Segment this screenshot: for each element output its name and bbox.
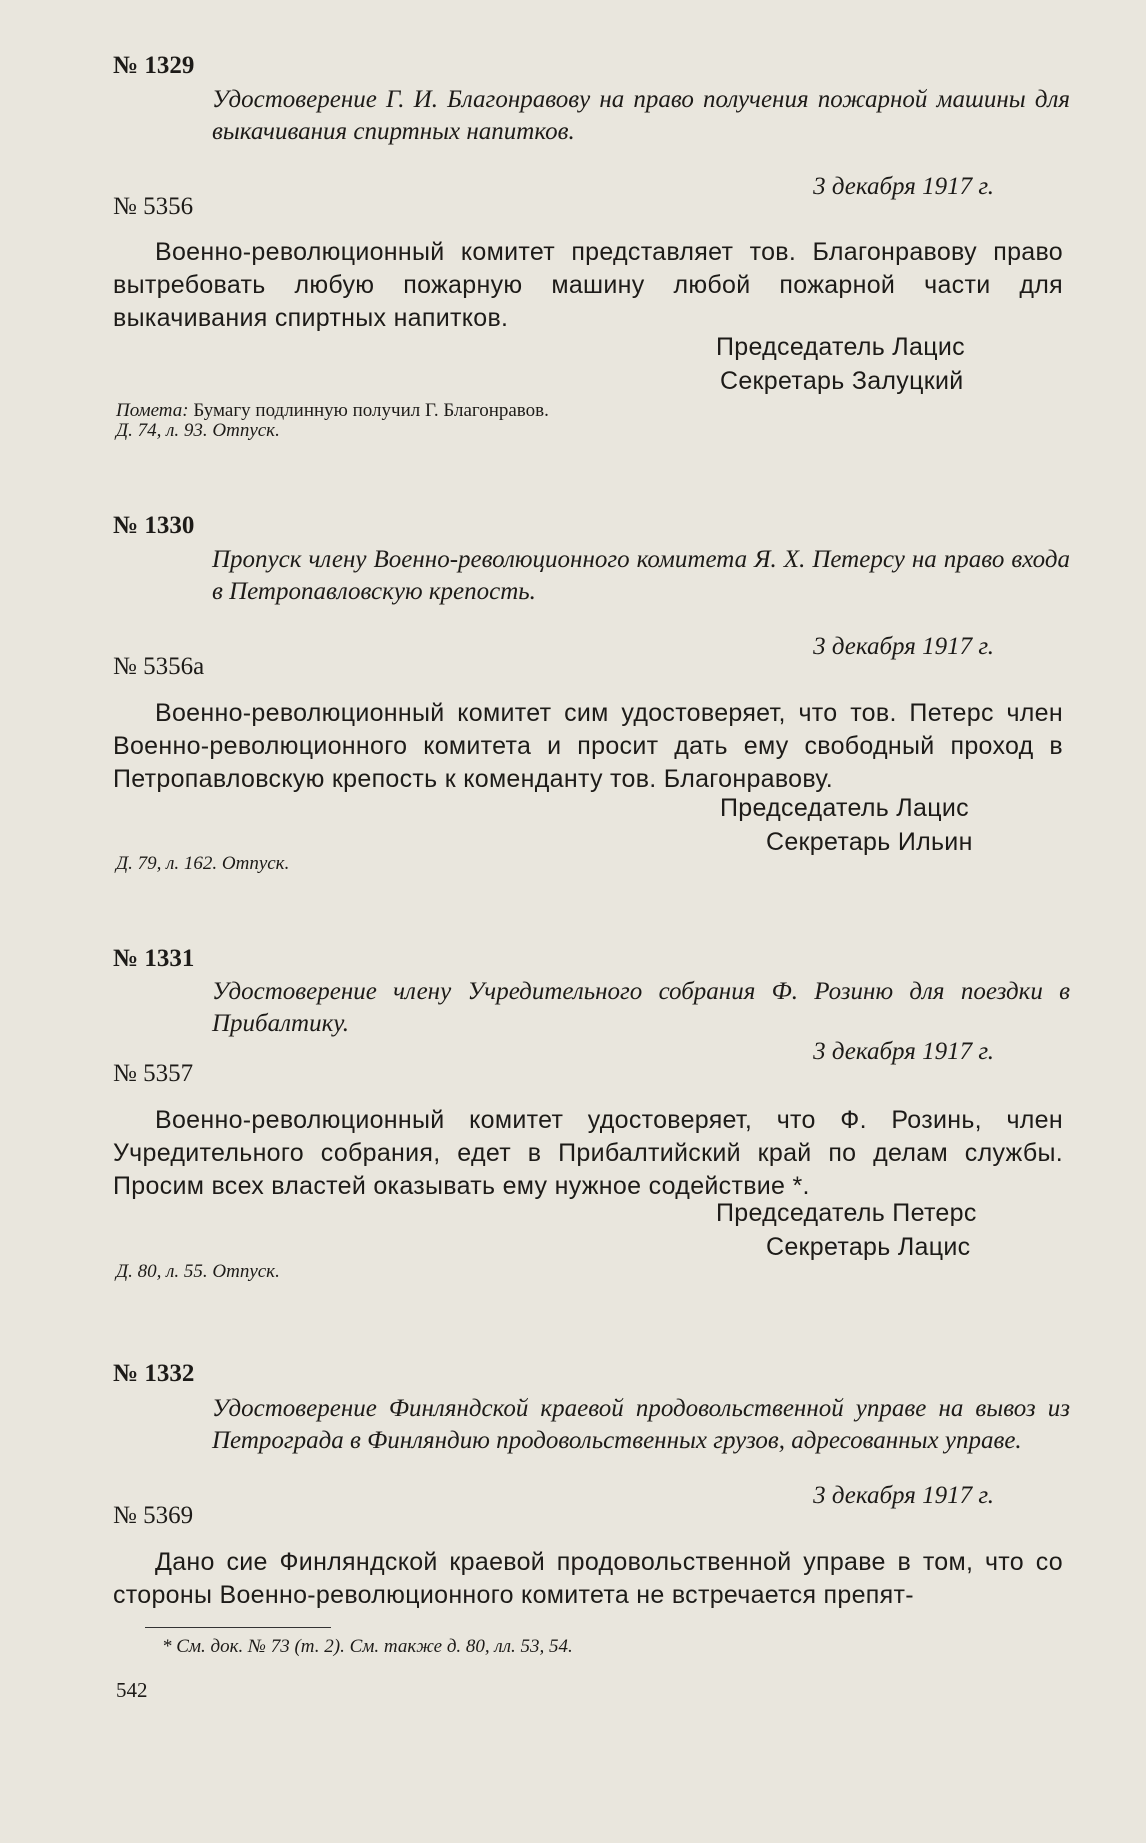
document-number: № 1331	[113, 945, 195, 972]
document-title: Удостоверение Г. И. Благонравову на право получения пожарной машины для выкачивания спиртных напитков.	[212, 86, 1070, 145]
registration-number: № 5357	[113, 1060, 194, 1087]
document-body	[113, 1104, 1063, 1203]
document-body	[113, 236, 1063, 335]
document-body	[113, 1546, 1063, 1612]
document-date: 3 декабря 1917 г.	[813, 633, 994, 660]
signature-secretary: Секретарь Залуцкий	[720, 367, 964, 395]
document-body	[113, 697, 1063, 796]
archive-reference: Д. 74, л. 93. Отпуск.	[116, 420, 280, 441]
registration-number: № 5356а	[113, 653, 205, 680]
signature-chairman: Председатель Лацис	[720, 794, 969, 822]
annotation	[116, 400, 549, 422]
annotation-label: Помета:	[116, 400, 189, 421]
document-number: № 1330	[113, 512, 195, 539]
document-title: Удостоверение Финляндской краевой продовольственной управе на вывоз из Петрограда в Финляндию продовольственных грузов, адресованных управе.	[212, 1395, 1070, 1454]
document-date: 3 декабря 1917 г.	[813, 1038, 994, 1065]
archive-reference: Д. 80, л. 55. Отпуск.	[116, 1261, 280, 1282]
signature-chairman: Председатель Лацис	[716, 333, 965, 361]
document-title: Пропуск члену Военно-революционного комитета Я. Х. Петерсу на право входа в Петропавловскую крепость.	[212, 546, 1070, 605]
body-text: Военно-революционный комитет удостоверяет, что Ф. Розинь, член Учредительного собрания, едет в Прибалтийский край по делам службы. Просим всех властей оказывать ему нужное содействие *.	[113, 1106, 1063, 1200]
archive-reference: Д. 79, л. 162. Отпуск.	[116, 853, 290, 874]
document-date: 3 декабря 1917 г.	[813, 173, 994, 200]
annotation-text: Бумагу подлинную получил Г. Благонравов.	[193, 400, 549, 421]
body-text: Дано сие Финляндской краевой продовольственной управе в том, что со стороны Военно-революционного комитета не встречается препят-	[113, 1548, 1063, 1609]
body-text: Военно-революционный комитет представляет тов. Благонравову право вытребовать любую пожарную машину любой пожарной части для выкачивания спиртных напитков.	[113, 238, 1063, 332]
document-title: Удостоверение члену Учредительного собрания Ф. Розиню для поездки в Прибалтику.	[212, 978, 1070, 1037]
footnote-rule	[145, 1627, 331, 1628]
body-text: Военно-революционный комитет сим удостоверяет, что тов. Петерс член Военно-революционного комитета и просит дать ему свободный проход в Петропавловскую крепость к коменданту тов. Благонравову.	[113, 699, 1063, 793]
signature-chairman: Председатель Петерс	[716, 1199, 977, 1227]
footnote: * См. док. № 73 (т. 2). См. также д. 80, лл. 53, 54.	[162, 1636, 573, 1657]
document-number: № 1332	[113, 1360, 195, 1387]
signature-secretary: Секретарь Лацис	[766, 1233, 971, 1261]
signature-secretary: Секретарь Ильин	[766, 828, 973, 856]
registration-number: № 5369	[113, 1502, 194, 1529]
registration-number: № 5356	[113, 193, 194, 220]
document-number: № 1329	[113, 52, 195, 79]
page-number: 542	[116, 1678, 148, 1702]
document-date: 3 декабря 1917 г.	[813, 1482, 994, 1509]
